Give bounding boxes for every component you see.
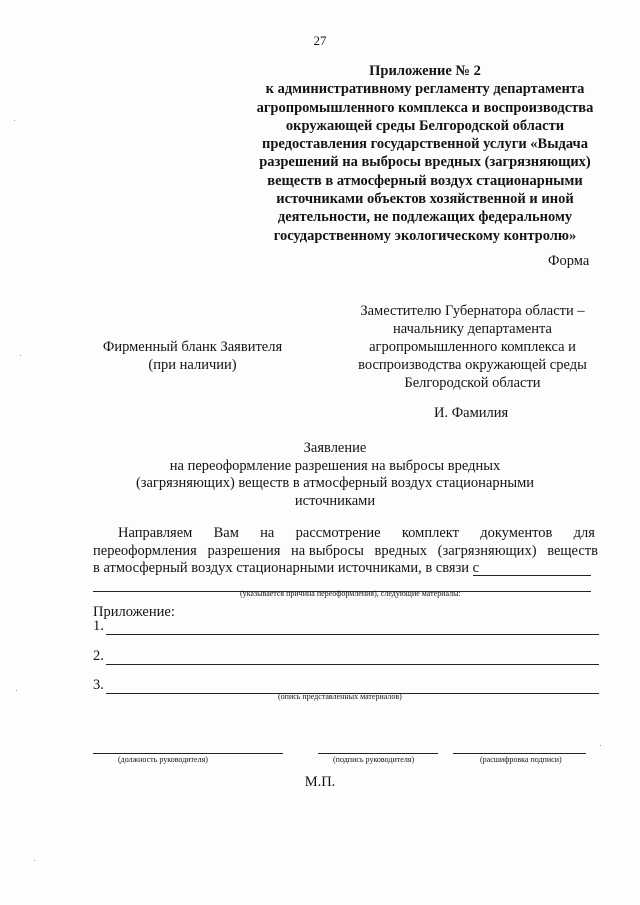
annex-line: окружающей среды Белгородской области	[285, 117, 565, 134]
annex-line: предоставления государственной услуги «Выдача	[262, 136, 588, 153]
letterhead-line: Фирменный бланк Заявителя	[102, 339, 283, 355]
annex-line: разрешений на выбросы вредных (загрязняющих)	[259, 154, 591, 171]
recipient-line: воспроизводства окружающей среды	[358, 357, 587, 373]
form-label: Форма	[548, 253, 590, 269]
reason-hint: (указывается причина переоформления), следующие материалы:	[240, 589, 461, 598]
decryption-signature-line[interactable]	[453, 752, 586, 754]
position-hint: (должность руководителя)	[118, 755, 208, 764]
body-word: разрешения	[207, 543, 281, 559]
scan-artifact	[14, 120, 15, 121]
recipient-name: И. Фамилия	[434, 405, 509, 421]
annex-header	[225, 62, 625, 245]
attachment-number: 2.	[93, 648, 104, 664]
recipient-line: Заместителю Губернатора области –	[360, 303, 585, 319]
scan-artifact	[16, 690, 17, 691]
body-word: рассмотрение	[295, 525, 381, 541]
body-word: документов	[480, 525, 553, 541]
annex-line: деятельности, не подлежащих федеральному	[277, 209, 573, 226]
page-number: 27	[313, 33, 327, 48]
attachment-item-1	[93, 618, 599, 635]
annex-line: агропромышленного комплекса и воспроизводства	[256, 99, 594, 116]
attachments-label: Приложение:	[93, 604, 175, 620]
decryption-hint: (расшифровка подписи)	[480, 755, 562, 764]
attachment-blank[interactable]	[106, 652, 599, 665]
annex-line: веществ в атмосферный воздух стационарными	[267, 172, 583, 189]
scan-artifact	[600, 745, 601, 746]
body-word: на выбросы	[291, 543, 364, 559]
annex-line: государственному экологическому контролю»	[273, 227, 577, 244]
title-line: (загрязняющих) веществ в атмосферный воздух стационарными	[135, 475, 535, 491]
application-title	[100, 440, 570, 510]
recipient-line: начальнику департамента	[393, 321, 552, 337]
body-line-3: в атмосферный воздух стационарными источниками, в связи с	[93, 560, 480, 576]
attachments-hint: (опись представленных материалов)	[278, 692, 402, 701]
reason-blank-short[interactable]	[473, 574, 591, 576]
letterhead-note: (при наличии)	[148, 357, 237, 373]
body-word: Вам	[213, 525, 239, 541]
title-line: Заявление	[303, 440, 367, 456]
attachment-item-2	[93, 648, 599, 665]
body-word: веществ	[547, 543, 598, 559]
signature-hint: (подпись руководителя)	[333, 755, 415, 764]
recipient-line: агропромышленного комплекса и	[369, 339, 576, 355]
title-line: источниками	[294, 492, 376, 509]
scan-artifact	[34, 860, 35, 861]
body-line-2	[93, 543, 598, 560]
body-line-1	[118, 525, 595, 542]
title-line: на переоформление разрешения на выбросы вредных	[169, 457, 501, 474]
annex-line: к административному регламенту департамента	[265, 81, 585, 98]
body-word: на	[260, 525, 275, 541]
attachment-blank[interactable]	[106, 622, 599, 635]
body-word: (загрязняющих)	[437, 543, 537, 559]
body-word: вредных	[374, 543, 428, 559]
annex-line: Приложение № 2	[369, 63, 481, 79]
body-word: комплект	[401, 525, 459, 541]
body-word: для	[573, 525, 595, 541]
attachment-number: 3.	[93, 677, 104, 693]
letterhead-block	[85, 338, 300, 374]
stamp-placeholder: М.П.	[304, 774, 336, 790]
signature-line[interactable]	[318, 752, 438, 754]
recipient-line: Белгородской области	[404, 375, 541, 391]
body-word: переоформления	[93, 543, 197, 559]
recipient-block	[340, 302, 605, 392]
attachment-number: 1.	[93, 618, 104, 634]
position-signature-line[interactable]	[93, 752, 283, 754]
annex-line: источниками объектов хозяйственной и иной	[276, 191, 574, 208]
body-word: Направляем	[118, 525, 193, 541]
scan-artifact	[20, 355, 21, 356]
